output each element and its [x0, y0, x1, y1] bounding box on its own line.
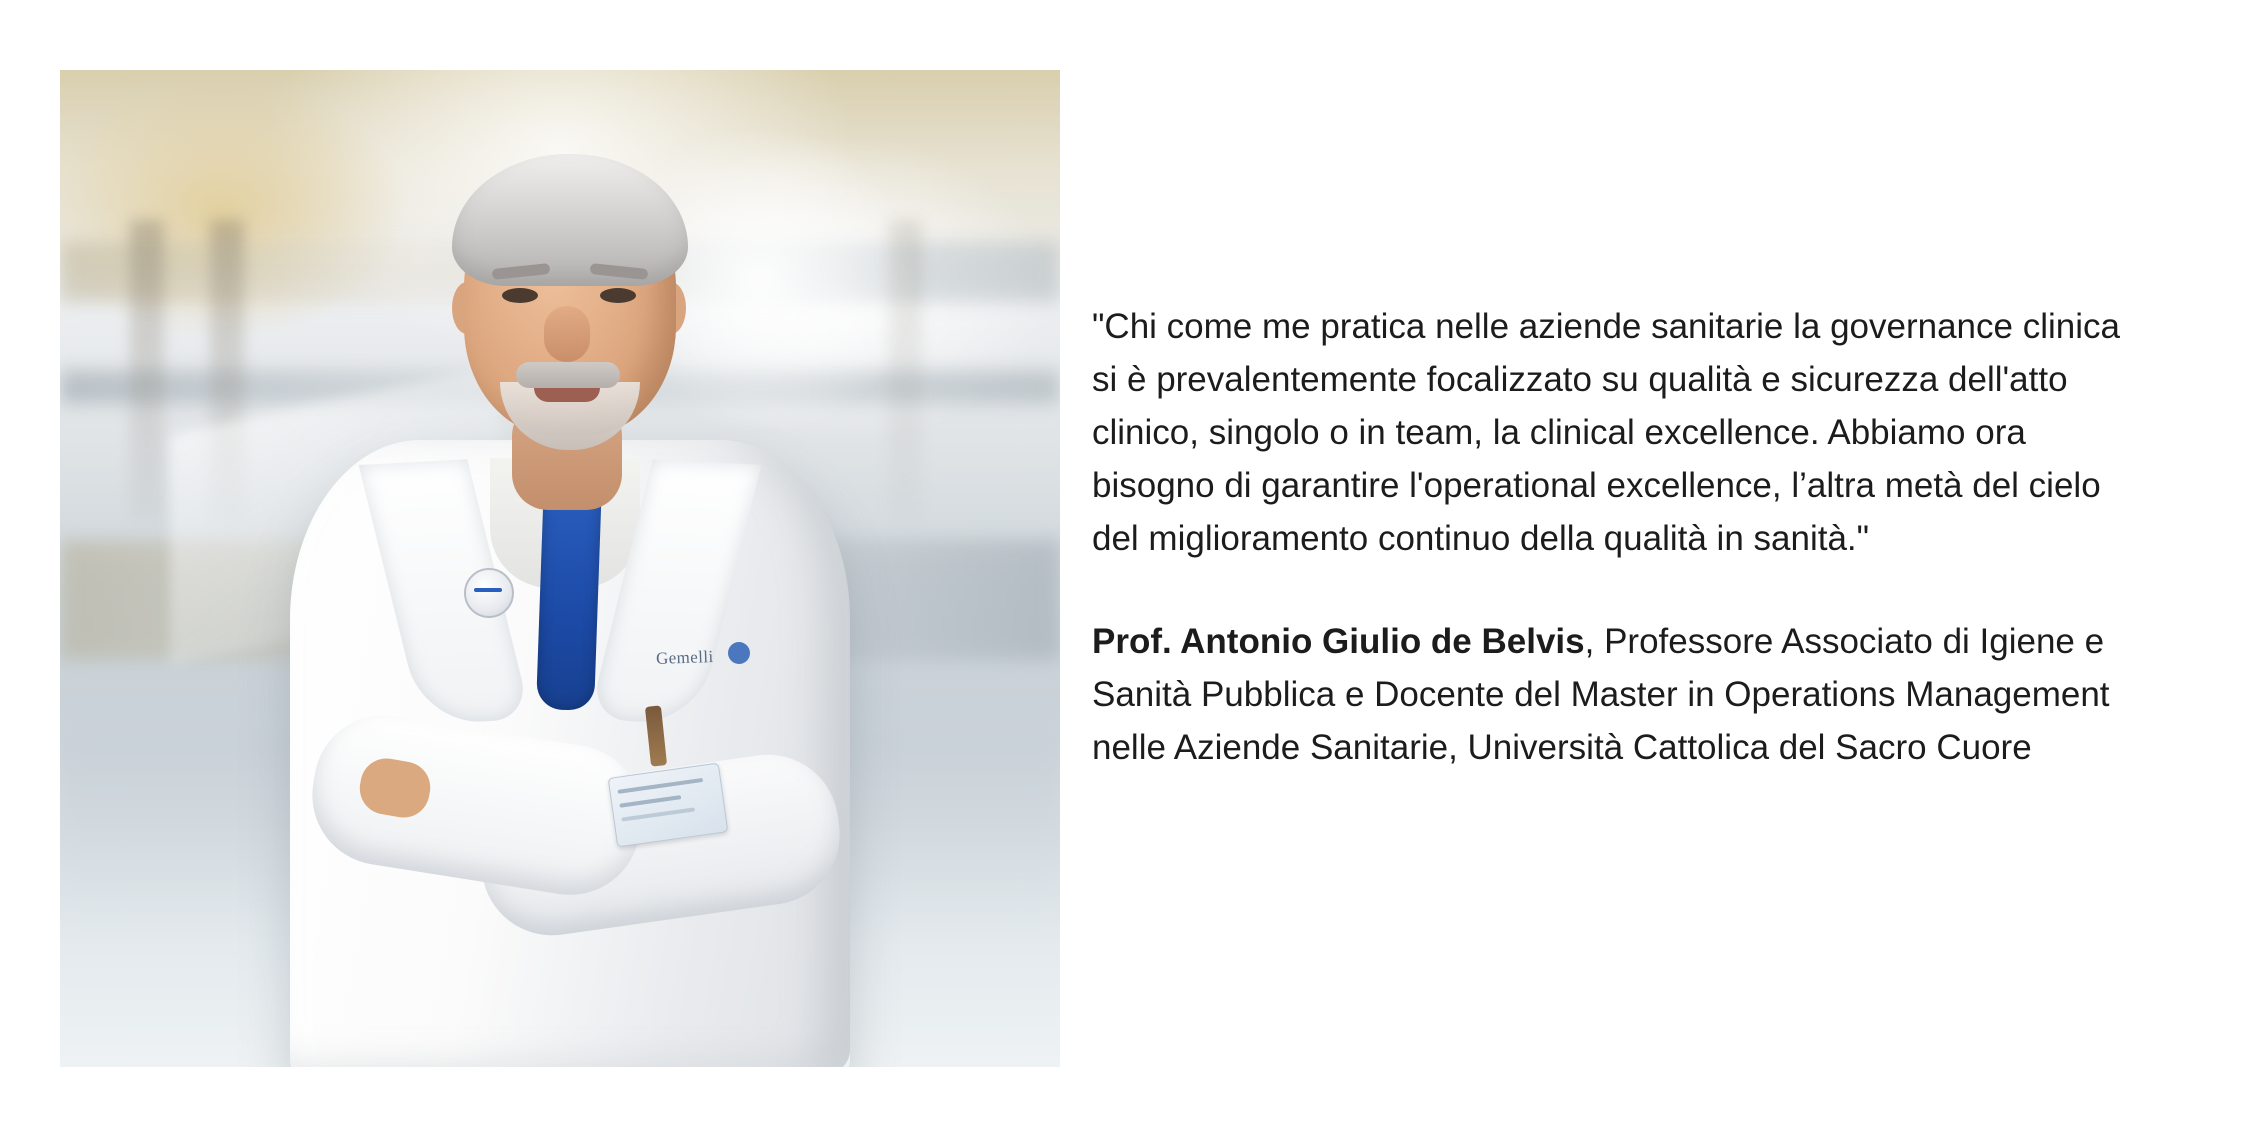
id-badge-line [619, 795, 681, 808]
photo-background [60, 70, 1060, 1067]
attribution-role: , Professore Associato di Igiene e Sanità Pubblica e Docente del Master in Operations Management nelle Aziende Sanitarie, Università Cattolica del Sacro Cuore [1092, 622, 2110, 767]
hair [452, 154, 688, 286]
lapel-pin-icon [464, 568, 514, 618]
portrait-photo [60, 70, 1060, 1067]
testimonial-text-block [1092, 300, 2152, 774]
mustache [516, 362, 620, 388]
attribution-text [1092, 615, 2152, 774]
coat-logo-label: Gemelli [655, 647, 714, 668]
mouth [534, 388, 600, 402]
doctor-figure [60, 70, 1060, 1067]
id-badge-line [621, 807, 695, 821]
necktie [536, 479, 602, 711]
eye-right [600, 288, 636, 303]
id-badge-line [617, 778, 703, 794]
eye-left [502, 288, 538, 303]
quote-text: "Chi come me pratica nelle aziende sanitarie la governance clinica si è prevalentemente focalizzato su qualità e sicurezza dell'atto clinico, singolo o in team, la clinical excellence. Abbiamo ora bisogno di garantire l'operational excellence, l’altra metà del cielo del miglioramento continuo della qualità in sanità." [1092, 307, 2120, 558]
attribution-name: Prof. Antonio Giulio de Belvis [1092, 622, 1585, 661]
nose [544, 306, 590, 362]
